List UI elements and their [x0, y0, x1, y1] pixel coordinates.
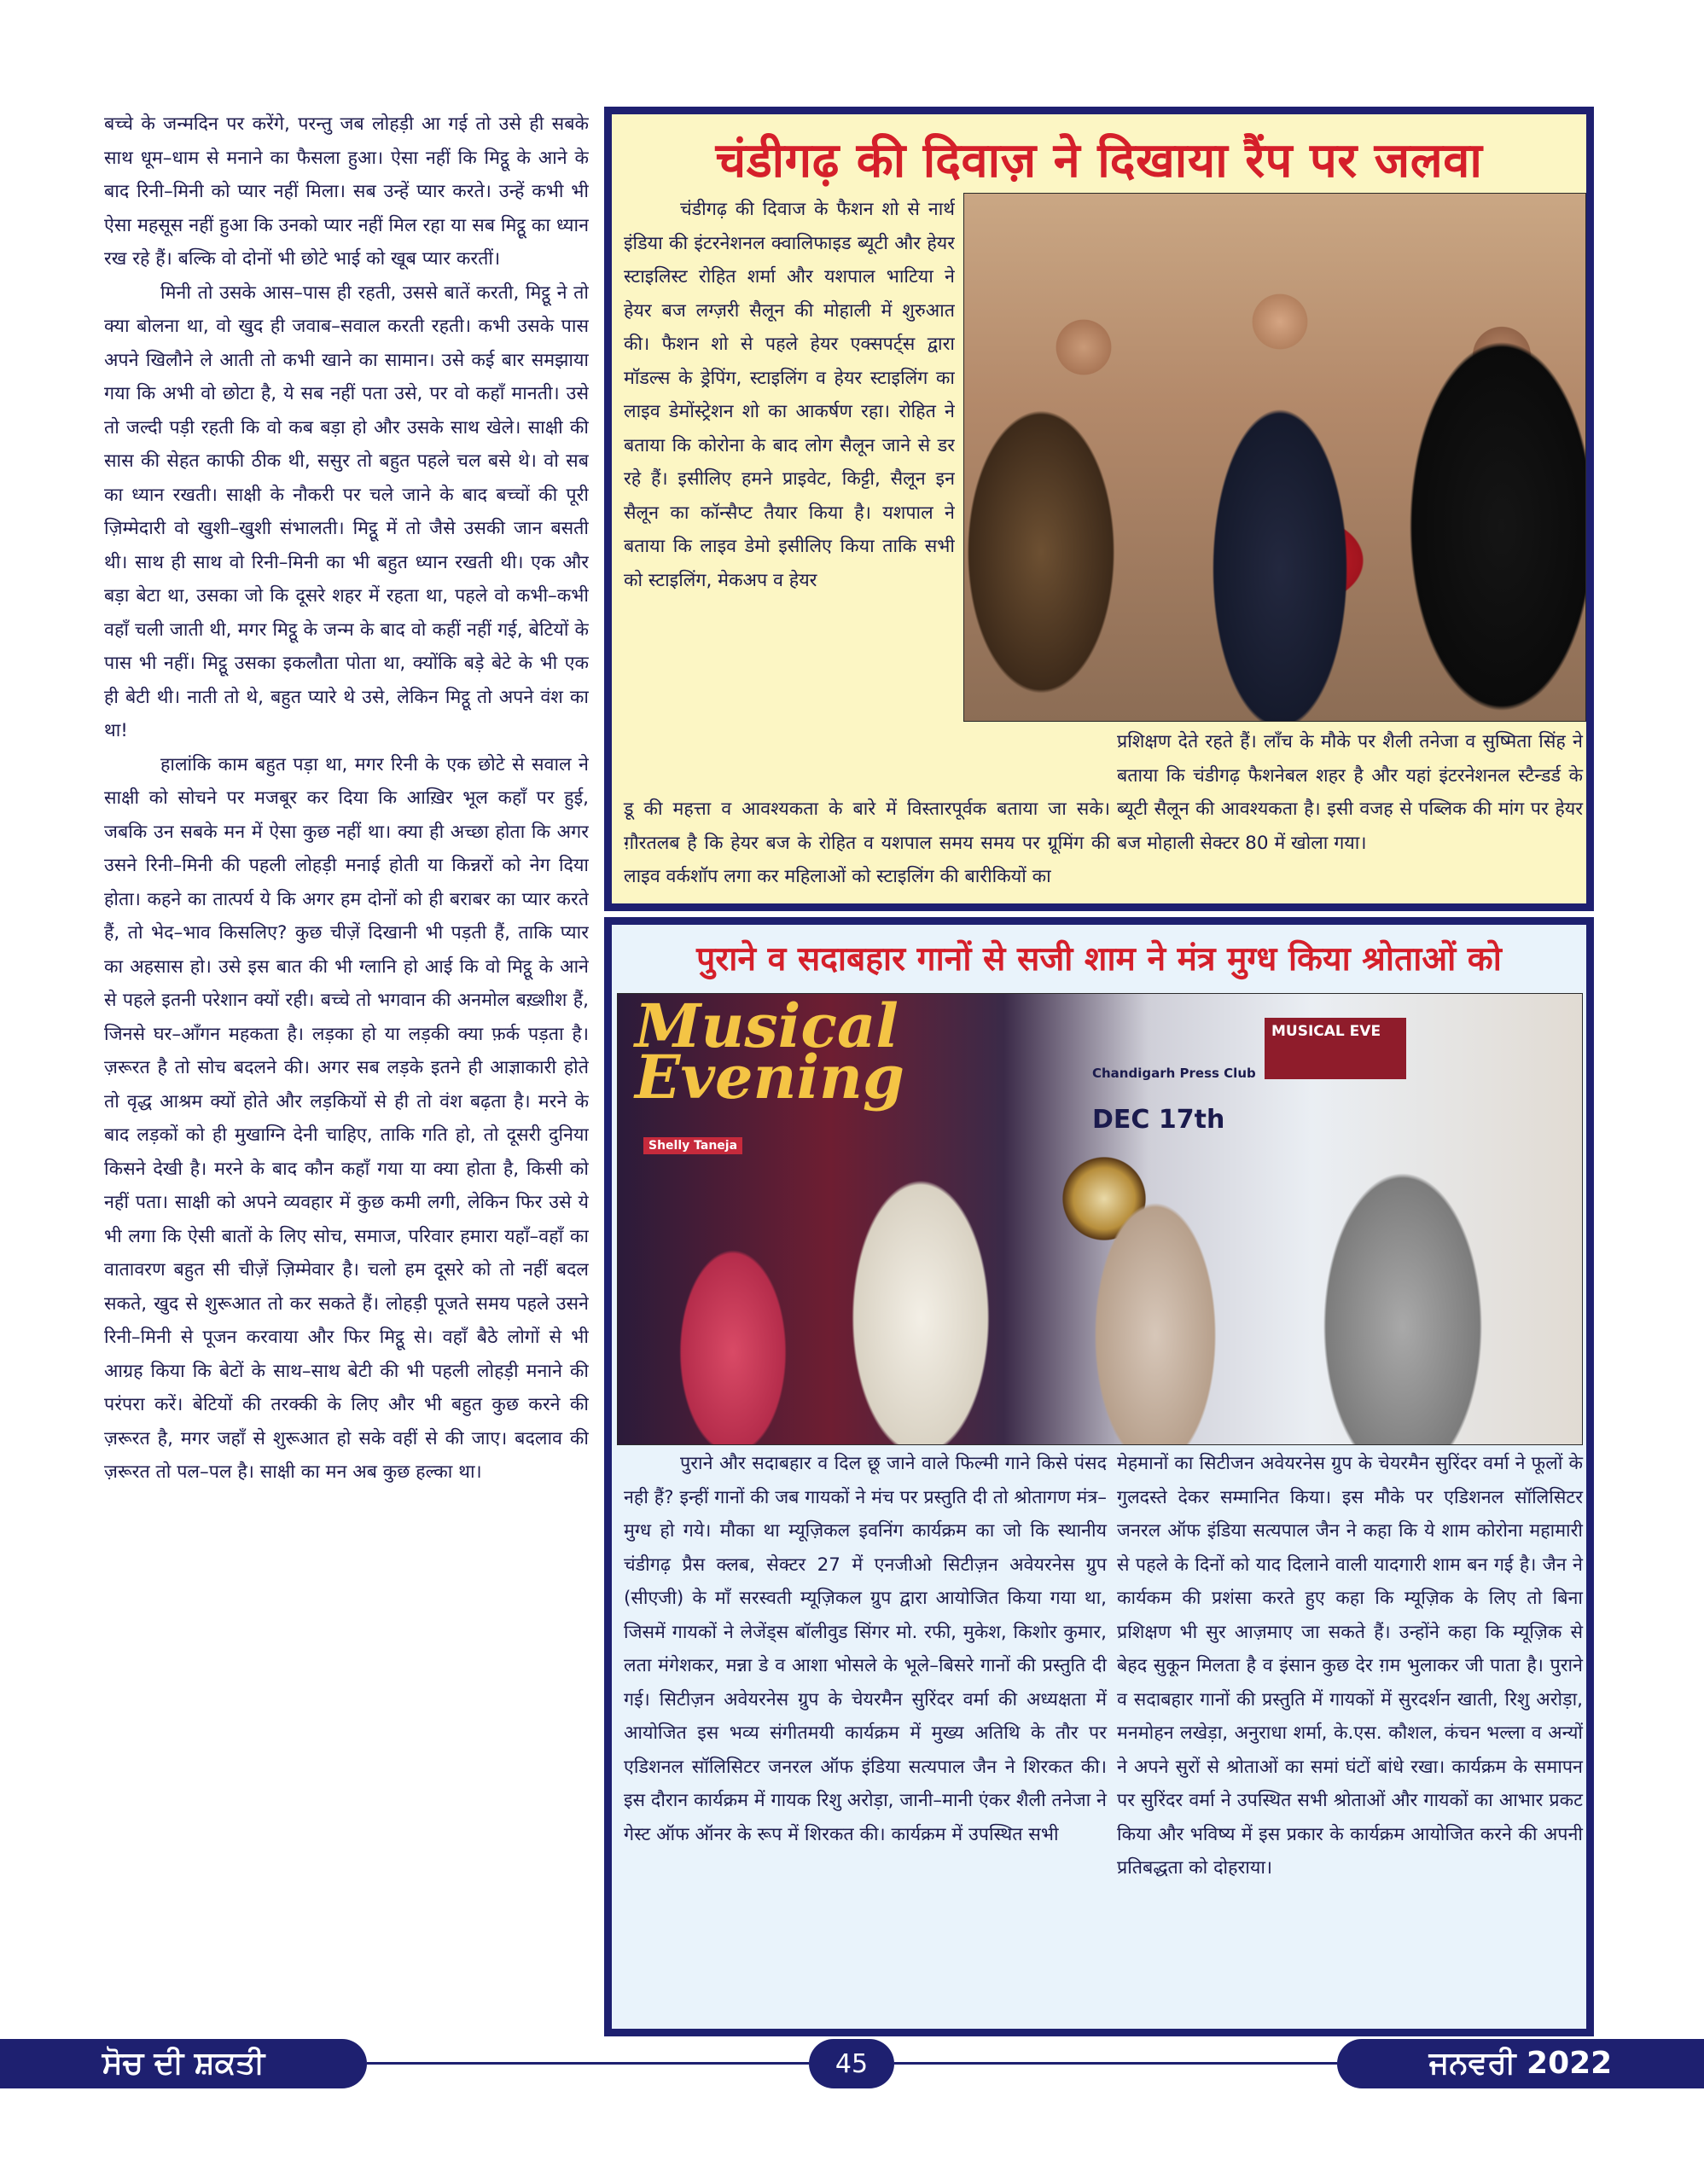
- footer-rule: [367, 2062, 809, 2065]
- photo-banner-text: Musical Evening: [635, 993, 904, 1112]
- article-chandigarh-divas: [604, 107, 1594, 911]
- footer-page-number: [809, 2039, 894, 2088]
- story-paragraph: हालांकि काम बहुत पड़ा था, मगर रिनी के एक छोटे से सवाल ने साक्षी को सोचने पर मजबूर कर दिया कि आख़िर भूल कहाँ पर हुई, जबकि उन सबके मन में ऐसा कुछ नहीं था। क्या ही अच्छा होता कि अगर उसने रिनी–मिनी की पहली लोहड़ी मनाई होती या किन्नरों को नेग दिया होता। कहने का तात्पर्य ये कि अगर हम दोनों को ही बराबर का प्यार करते हैं, तो भेद–भाव किसलिए? कुछ चीज़ें दिखानी भी पड़ती हैं, ताकि प्यार का अहसास हो। उसे इस बात की भी ग्लानि हो आई कि वो मिट्ठू के आने से पहले इतनी परेशान क्यों रही। बच्चे तो भगवान की अनमोल बख़्शीश हैं, जिनसे घर–आँगन महकता है। लड़का हो या लड़की क्या फ़र्क पड़ता है। ज़रूरत है तो सोच बदलने की। अगर सब लड़के इतने ही आज्ञाकारी होते तो वृद्ध आश्रम क्यों होते और लड़कियों से ही तो वंश बढ़ता है। मरने के बाद लड़कों को ही मुखाग्नि देनी चाहिए, ताकि गति हो, तो दूसरी दुनिया किसने देखी है। मरने के बाद कौन कहाँ गया या क्या होता है, किसी को नहीं पता। साक्षी को अपने व्यवहार में कुछ कमी लगी, लेकिन फिर उसे ये भी लगा कि ऐसी बातों के लिए सोच, समाज, परिवार हमारा यहाँ–वहाँ का वातावरण बहुत सी चीज़ें ज़िम्मेवार है। चलो हम दूसरे को तो नहीं बदल सकते, खुद से शुरूआत तो कर सकते हैं। लोहड़ी पूजते समय पहले उसने रिनी–मिनी से पूजन करवाया और फिर मिट्ठू से। वहाँ बैठे लोगों से भी आग्रह किया कि बेटों के साथ–साथ बेटी की भी पहली लोहड़ी मनाने की परंपरा करें। बेटियों की तरक्की के लिए और भी बहुत कुछ करने की ज़रूरत है, मगर जहाँ से शुरूआत हो सके वहीं से की जाए। बदलाव की ज़रूरत तो पल–पल है। साक्षी का मन अब कुछ हल्का था।: [104, 753, 589, 1483]
- footer-magazine-name: [0, 2039, 367, 2088]
- article-body-column: [1117, 1447, 1583, 1885]
- photo-caption-club: Chandigarh Press Club: [1092, 1066, 1256, 1081]
- story-paragraph: मिनी तो उसके आस–पास ही रहती, उससे बातें करती, मिट्ठू ने तो क्या बोलना था, वो खुद ही जवाब–सवाल करती रहती। कभी उसके पास अपने खिलौने ले आती तो कभी खाने का सामान। उसे कई बार समझाया गया कि अभी वो छोटा है, ये सब नहीं पता उसे, पर वो कहाँ मानती। उसे तो जल्दी पड़ी रहती कि वो कब बड़ा हो और उसके साथ खेले। साक्षी की सास की सेहत काफी ठीक थी, ससुर तो बहुत पहले चल बसे थे। वो सब का ध्यान रखती। साक्षी के नौकरी पर चले जाने के बाद बच्चों की पूरी ज़िम्मेदारी वो खुशी–खुशी संभालती। मिट्ठू में तो जैसे उसकी जान बसती थी। साथ ही साथ वो रिनी–मिनी का भी बहुत ध्यान रखती थी। एक और बड़ा बेटा था, उसका जो कि दूसरे शहर में रहता था, पहले वो कभी–कभी वहाँ चली जाती थी, मगर मिट्ठू के जन्म के बाद वो कहीं नहीं गई, बेटियों के पास भी नहीं। मिट्ठू उसका इकलौता पोता था, क्योंकि बड़े बेटे के भी एक ही बेटी थी। नाती तो थे, बहुत प्यारे थे उसे, लेकिन मिट्ठू तो अपने वंश का था!: [104, 282, 589, 741]
- article-body-column: [624, 193, 955, 795]
- article-body-column: [1117, 725, 1583, 860]
- footer-rule: [894, 2062, 1337, 2065]
- article-body-column: [624, 793, 1110, 894]
- issue-date: ਜਨਵਰੀ 2022: [1428, 2046, 1613, 2081]
- fashion-show-photo: [963, 193, 1586, 722]
- story-paragraph: बच्चे के जन्मदिन पर करेंगे, परन्तु जब लोहड़ी आ गई तो उसे ही सबके साथ धूम–धाम से मनाने का फैसला हुआ। ऐसा नहीं कि मिट्ठू के आने के बाद रिनी–मिनी को प्यार नहीं मिला। सब उन्हें प्यार करते। उन्हें कभी भी ऐसा महसूस नहीं हुआ कि उनको प्यार नहीं मिल रहा या सब मिट्ठू का ध्यान रख रहे हैं। बल्कि वो दोनों भी छोटे भाई को खूब प्यार करतीं।: [104, 113, 589, 270]
- article-musical-evening: [604, 917, 1594, 2036]
- article-paragraph: डू की महत्ता व आवश्यकता के बारे में विस्तारपूर्वक बताया जा सके। ग़ौरतलब है कि हेयर बज के रोहित व यशपाल समय समय पर ग्रूमिंग की लाइव वर्कशॉप लगा कर महिलाओं को स्टाइलिंग की बारीकियों का: [624, 799, 1110, 887]
- article-paragraph: चंडीगढ़ की दिवाज के फैशन शो से नार्थ इंडिया की इंटरनेशनल क्वालिफाइड ब्यूटी और हेयर स्टाइलिस्ट रोहित शर्मा और यशपाल भाटिया ने हेयर बज लग्ज़री सैलून की मोहाली में शुरुआत की। फैशन शो से पहले हेयर एक्सपर्ट्स द्वारा मॉडल्स के ड्रेपिंग, स्टाइलिंग व हेयर स्टाइलिंग का लाइव डेमोंस्ट्रेशन शो का आकर्षण रहा। रोहित ने बताया कि कोरोना के बाद लोग सैलून जाने से डर रहे हैं। इसीलिए हमने प्राइवेट, किट्टी, सैलून इन सैलून का कॉन्सैप्ट तैयार किया है। यशपाल ने बताया कि लाइव डेमो इसीलिए किया ताकि सभी को स्टाइलिंग, मेकअप व हेयर: [624, 199, 955, 591]
- article-paragraph: मेहमानों का सिटीजन अवेयरनेस ग्रुप के चेयरमैन सुरिंदर वर्मा ने फूलों के गुलदस्ते देकर सम्मानित किया। इस मौके पर एडिशनल सॉलिसिटर जनरल ऑफ इंडिया सत्यपाल जैन ने कहा कि ये शाम कोरोना महामारी से पहले के दिनों को याद दिलाने वाली यादगारी शाम बन गई है। जैन ने कार्यकम की प्रशंसा करते हुए कहा कि म्यूज़िक के लिए तो बिना प्रशिक्षण भी सुर आज़माए जा सकते हैं। उन्होंने कहा कि म्यूज़िक से बेहद सुकून मिलता है व इंसान कुछ देर ग़म भुलाकर जी पाता है। पुराने व सदाबहार गानों की प्रस्तुति में गायकों में सुरदर्शन खाती, रिशु अरोड़ा, मनमोहन लखेड़ा, अनुराधा शर्मा, के.एस. कौशल, कंचन भल्ला व अन्यों ने अपने सुरों से श्रोताओं का समां घंटों बांधे रखा। कार्यक्रम के समापन पर सुरिंदर वर्मा ने उपस्थित सभी श्रोताओं और गायकों का आभार प्रकट किया और भविष्य में इस प्रकार के कार्यक्रम आयोजित करने की अपनी प्रतिबद्धता को दोहराया।: [1117, 1453, 1583, 1879]
- magazine-name: ਸੋਚ ਦੀ ਸ਼ਕਤੀ: [102, 2046, 265, 2081]
- photo-caption-date: DEC 17th: [1092, 1105, 1225, 1135]
- page-number: 45: [835, 2048, 869, 2079]
- left-column-story: [104, 107, 589, 2031]
- article-paragraph: प्रशिक्षण देते रहते हैं। लाँच के मौके पर शैली तनेजा व सुष्मिता सिंह ने बताया कि चंडीगढ़ फैशनेबल शहर है और यहां इंटरनेशनल स्टैन्डर्ड के ब्यूटी सैलून की आवश्यकता है। इसी वजह से पब्लिक की मांग पर हेयर बज मोहाली सेक्टर 80 में खोला गया।: [1117, 731, 1583, 854]
- article-headline: पुराने व सदाबहार गानों से सजी शाम ने मंत्र मुग्ध किया श्रोताओं को: [696, 940, 1502, 979]
- musical-evening-photo: [617, 993, 1583, 1445]
- footer-issue-date: [1337, 2039, 1704, 2088]
- article-body-column: [624, 1447, 1107, 1851]
- article-paragraph: पुराने और सदाबहार व दिल छू जाने वाले फिल्मी गाने किसे पंसद नही हैं? इन्हीं गानों की जब गायकों ने मंच पर प्रस्तुति दी तो श्रोतागण मंत्र–मुग्ध हो गये। मौका था म्यूज़िकल इवनिंग कार्यक्रम का जो कि स्थानीय चंडीगढ़ प्रैस क्लब, सेक्टर 27 में एनजीओ सिटीज़न अवेयरनेस ग्रुप (सीएजी) के माँ सरस्वती म्यूज़िकल ग्रुप द्वारा आयोजित किया गया था, जिसमें गायकों ने लेजेंड्स बॉलीवुड सिंगर मो. रफी, मुकेश, किशोर कुमार, लता मंगेशकर, मन्ना डे व आशा भोसले के भूले–बिसरे गानों की प्रस्तुति दी गई। सिटीज़न अवेयरनेस ग्रुप के चेयरमैन सुरिंदर वर्मा की अध्यक्षता में आयोजित इस भव्य संगीतमयी कार्यक्रम में मुख्य अतिथि के तौर पर एडिशनल सॉलिसिटर जनरल ऑफ इंडिया सत्यपाल जैन ने शिरकत की। इस दौरान कार्यक्रम में गायक रिशु अरोड़ा, जानी–मानी एंकर शैली तनेजा ने गेस्ट ऑफ ऑनर के रूप में शिरकत की। कार्यक्रम में उपस्थित सभी: [624, 1453, 1107, 1845]
- article-headline: चंडीगढ़ की दिवाज़ ने दिखाया रैंप पर जलवा: [715, 133, 1483, 189]
- photo-banner-text: MUSICAL EVE: [1265, 1018, 1406, 1079]
- photo-caption-name: Shelly Taneja: [643, 1137, 742, 1154]
